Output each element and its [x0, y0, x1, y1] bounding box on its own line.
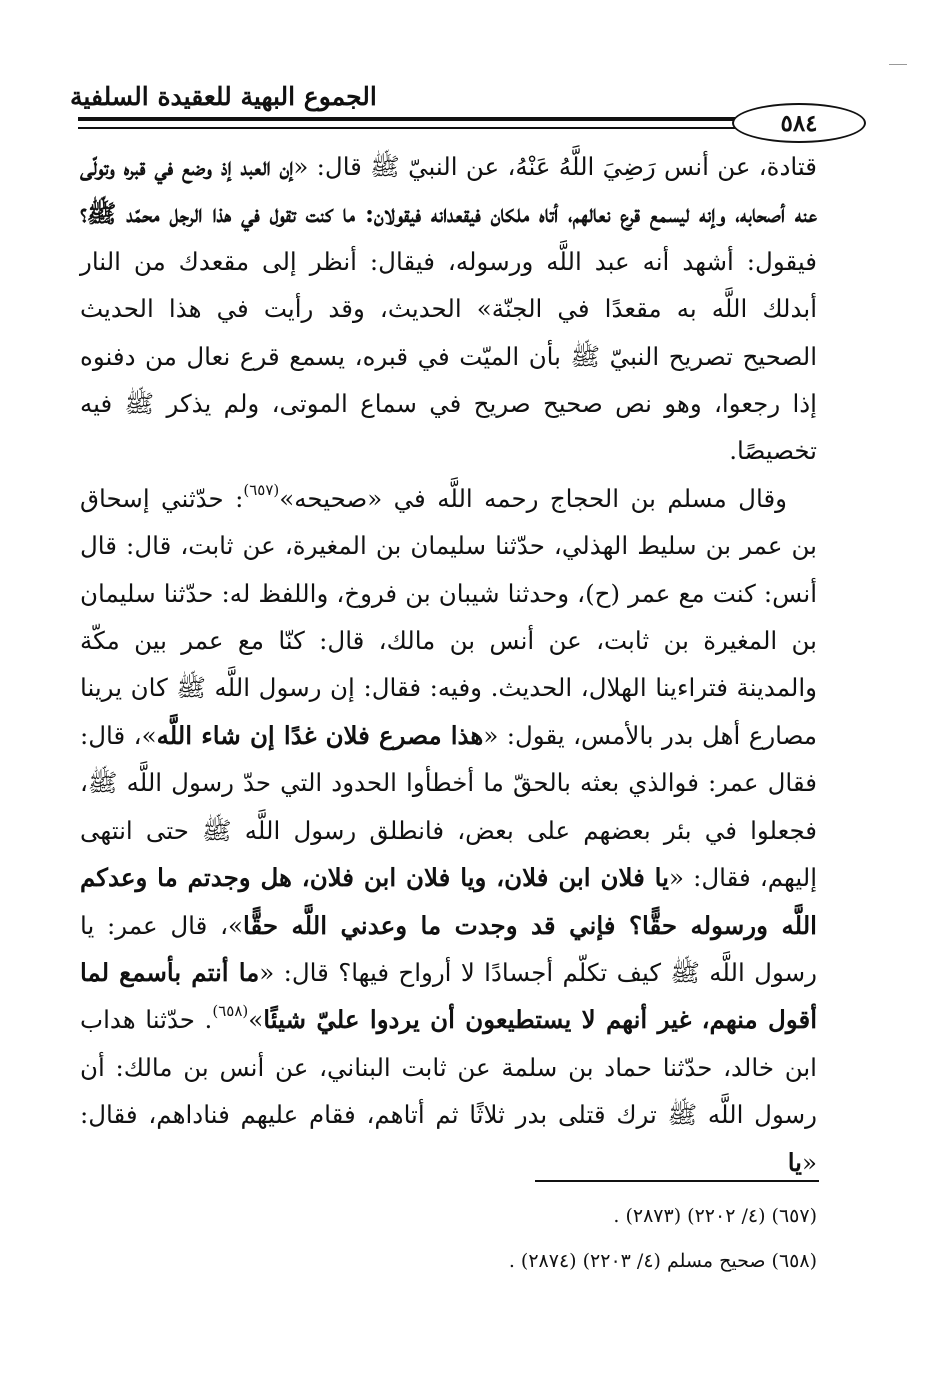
paragraph-2: [80, 475, 817, 1186]
header-rule-thick-left: [78, 117, 735, 121]
hadith-quote-bold: يا فلان ابن فلان، ويا فلان ابن فلان، هل وجدتم ما وعدكم اللَّه ورسوله حقًّا؟ فإني قد وجدت ما وعدني اللَّه حقًّا: [80, 863, 817, 940]
page-number-badge: [732, 103, 866, 143]
text-run: وقال مسلم بن الحجاج رحمه اللَّه في «صحيحه»: [279, 483, 787, 513]
hadith-quote-bold: ما أنتم بأسمع لما أقول منهم، غير أنهم لا يستطيعون أن يردوا عليّ شيئًا: [80, 957, 818, 1035]
footnote-657: (٦٥٧) (٤/ ٢٢٠٢) (٢٨٧٣) .: [613, 1205, 817, 1227]
text-run: »: [248, 1005, 264, 1035]
paragraph-1: [80, 143, 817, 475]
text-run: »، قال: فقال عمر: فوالذي بعثه بالحقّ ما أخطأوا الحدود التي حدّ رسول اللَّه ﷺ، فجعلوا في بئر بعضهم على بعض، فانطلق رسول اللَّه ﷺ حتى انتهى إليهم، فقال: «: [80, 720, 817, 893]
hadith-quote-bold: يا: [787, 1147, 802, 1177]
hadith-quote-bold: إن العبد إذ وضع في قبره وتولّى عنه أصحابه، وإنه ليسمع قرع نعالهم، أتاه ملكان فيقعدانه فيقولان: ما كنت تقول في هذا الرجل محمّد ﷺ؟: [80, 152, 817, 229]
body-text: [80, 143, 817, 1186]
text-run: قتادة، عن أنس رَضِيَ اللَّهُ عَنْهُ، عن النبيّ ﷺ قال: «: [293, 152, 817, 181]
page-number: ٥٨٤: [780, 109, 818, 137]
text-run: : حدّثني إسحاق بن عمر بن سليط الهذلي، حدّثنا سليمان بن المغيرة، عن ثابت، قال: قال أنس: كنت مع عمر (ح)، وحدثنا شيبان بن فروخ، واللفظ له: حدّثنا سليمان بن المغيرة بن ثابت، عن أنس بن مالك، قال: كنّا مع عمر بين مكّة والمدينة فتراءينا الهلال، الحديث. وفيه: فقال: إن رسول اللَّه ﷺ كان يرينا مصارع أهل بدر بالأمس، يقول: «: [80, 483, 817, 750]
running-header-title: الجموع البهية للعقيدة السلفية: [70, 82, 377, 111]
hadith-quote-bold: هذا مصرع فلان غدًا إن شاء اللَّه: [156, 720, 484, 750]
text-run: »، قال عمر: يا رسول اللَّه ﷺ كيف تكلّم أجسادًا لا أرواح فيها؟ قال: «: [80, 910, 817, 987]
header-rule-thin-left: [78, 127, 735, 129]
text-run: . حدّثنا هداب ابن خالد، حدّثنا حماد بن سلمة عن ثابت البناني، عن أنس بن مالك: أن رسول اللَّه ﷺ ترك قتلى بدر ثلاثًا ثم أتاهم، فقام عليهم فناداهم، فقال: «: [80, 1005, 817, 1177]
footnote-ref-657: (٦٥٧): [243, 480, 280, 499]
text-run: فيقول: أشهد أنه عبد اللَّه ورسوله، فيقال: أنظر إلى مقعدك من النار أبدلك اللَّه به مقعدًا في الجنّة» الحديث، وقد رأيت في هذا الحديث الصحيح تصريح النبيّ ﷺ بأن الميّت في قبره، يسمع قرع نعال من دفنوه إذا رجعوا، وهو نص صحيح صريح في سماع الموتى، ولم يذكر ﷺ فيه تخصيصًا.: [80, 246, 817, 466]
footnotes: [300, 1194, 817, 1284]
footnote-separator: [535, 1180, 819, 1182]
margin-mark: [889, 64, 907, 65]
footnote-ref-658: (٦٥٨): [212, 1002, 249, 1021]
footnote-658: (٦٥٨) صحيح مسلم (٤/ ٢٢٠٣) (٢٨٧٤) .: [508, 1250, 817, 1272]
